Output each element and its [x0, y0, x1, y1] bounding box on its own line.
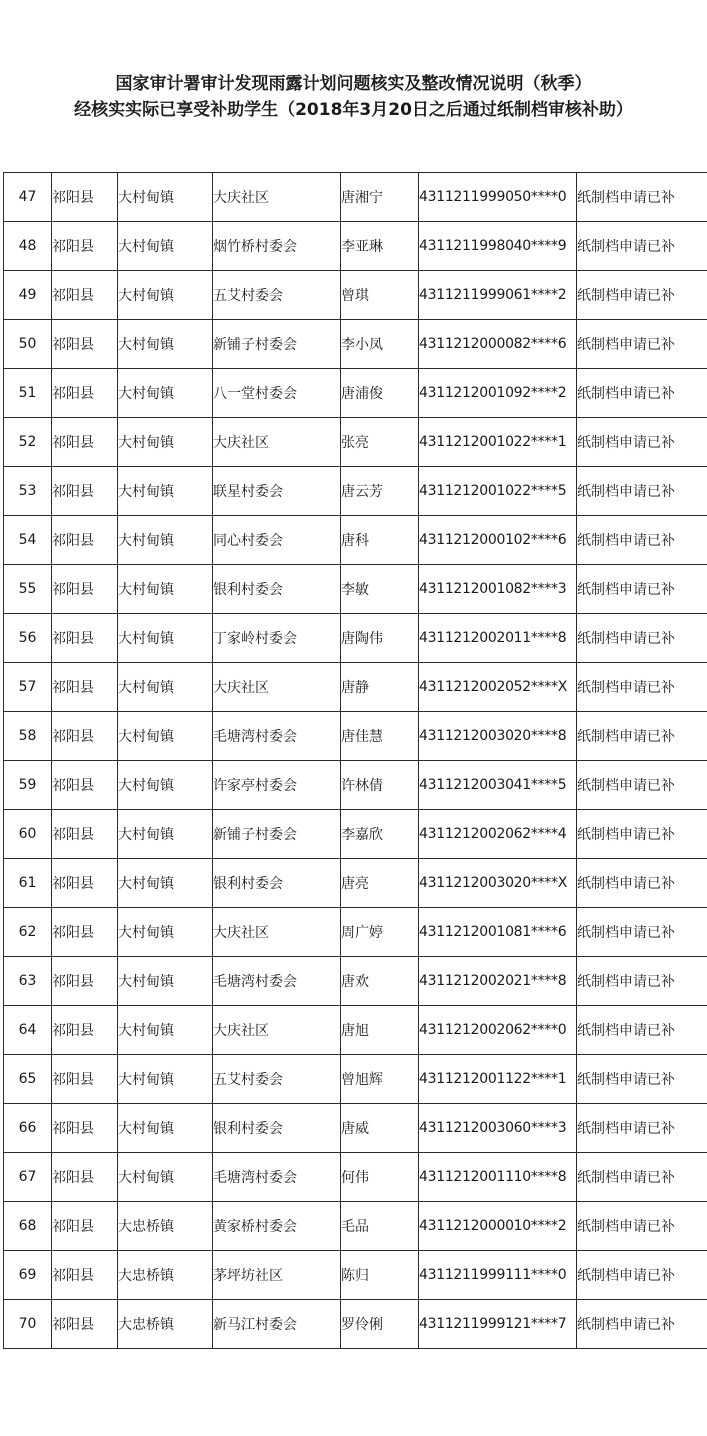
town-cell: 大村甸镇 — [118, 565, 213, 614]
status-cell: 纸制档申请已补 — [577, 516, 707, 565]
village-cell: 五艾村委会 — [213, 271, 341, 320]
county-cell: 祁阳县 — [52, 467, 118, 516]
status-cell: 纸制档申请已补 — [577, 1300, 707, 1349]
county-cell: 祁阳县 — [52, 1055, 118, 1104]
student-name-cell: 曾琪 — [341, 271, 419, 320]
town-cell: 大村甸镇 — [118, 712, 213, 761]
id-number-cell: 4311212002062****4 — [419, 810, 577, 859]
row-number-cell: 51 — [4, 369, 52, 418]
table-row — [4, 222, 707, 271]
id-number-cell: 4311212002021****8 — [419, 957, 577, 1006]
town-cell: 大村甸镇 — [118, 614, 213, 663]
row-number-cell: 60 — [4, 810, 52, 859]
student-name-cell: 罗伶俐 — [341, 1300, 419, 1349]
county-cell: 祁阳县 — [52, 1153, 118, 1202]
student-name-cell: 周广婷 — [341, 908, 419, 957]
village-cell: 烟竹桥村委会 — [213, 222, 341, 271]
student-name-cell: 唐亮 — [341, 859, 419, 908]
county-cell: 祁阳县 — [52, 1202, 118, 1251]
table-row — [4, 712, 707, 761]
row-number-cell: 47 — [4, 173, 52, 222]
county-cell: 祁阳县 — [52, 565, 118, 614]
town-cell: 大村甸镇 — [118, 957, 213, 1006]
id-number-cell: 4311212003020****8 — [419, 712, 577, 761]
county-cell: 祁阳县 — [52, 1251, 118, 1300]
row-number-cell: 70 — [4, 1300, 52, 1349]
row-number-cell: 68 — [4, 1202, 52, 1251]
village-cell: 毛塘湾村委会 — [213, 1153, 341, 1202]
id-number-cell: 4311211999050****0 — [419, 173, 577, 222]
row-number-cell: 65 — [4, 1055, 52, 1104]
town-cell: 大村甸镇 — [118, 761, 213, 810]
village-cell: 大庆社区 — [213, 1006, 341, 1055]
records-table — [3, 172, 707, 1349]
table-row — [4, 810, 707, 859]
table-row — [4, 516, 707, 565]
table-row — [4, 1300, 707, 1349]
student-name-cell: 许林倩 — [341, 761, 419, 810]
table-row — [4, 1104, 707, 1153]
id-number-cell: 4311212001081****6 — [419, 908, 577, 957]
county-cell: 祁阳县 — [52, 614, 118, 663]
row-number-cell: 64 — [4, 1006, 52, 1055]
status-cell: 纸制档申请已补 — [577, 663, 707, 712]
student-name-cell: 唐旭 — [341, 1006, 419, 1055]
id-number-cell: 4311212000082****6 — [419, 320, 577, 369]
student-name-cell: 陈归 — [341, 1251, 419, 1300]
student-name-cell: 唐欢 — [341, 957, 419, 1006]
table-row — [4, 957, 707, 1006]
id-number-cell: 4311212003020****X — [419, 859, 577, 908]
village-cell: 大庆社区 — [213, 908, 341, 957]
village-cell: 银利村委会 — [213, 1104, 341, 1153]
table-row — [4, 271, 707, 320]
village-cell: 毛塘湾村委会 — [213, 712, 341, 761]
village-cell: 同心村委会 — [213, 516, 341, 565]
id-number-cell: 4311211999061****2 — [419, 271, 577, 320]
town-cell: 大村甸镇 — [118, 908, 213, 957]
row-number-cell: 50 — [4, 320, 52, 369]
town-cell: 大村甸镇 — [118, 222, 213, 271]
document-subtitle: 经核实实际已享受补助学生（2018年3月20日之后通过纸制档审核补助） — [74, 100, 633, 120]
county-cell: 祁阳县 — [52, 712, 118, 761]
status-cell: 纸制档申请已补 — [577, 467, 707, 516]
town-cell: 大忠桥镇 — [118, 1300, 213, 1349]
county-cell: 祁阳县 — [52, 418, 118, 467]
id-number-cell: 4311212002011****8 — [419, 614, 577, 663]
row-number-cell: 58 — [4, 712, 52, 761]
table-row — [4, 1202, 707, 1251]
row-number-cell: 61 — [4, 859, 52, 908]
row-number-cell: 52 — [4, 418, 52, 467]
status-cell: 纸制档申请已补 — [577, 1055, 707, 1104]
id-number-cell: 4311212001082****3 — [419, 565, 577, 614]
village-cell: 许家亭村委会 — [213, 761, 341, 810]
student-name-cell: 唐威 — [341, 1104, 419, 1153]
county-cell: 祁阳县 — [52, 761, 118, 810]
county-cell: 祁阳县 — [52, 369, 118, 418]
county-cell: 祁阳县 — [52, 1006, 118, 1055]
village-cell: 联星村委会 — [213, 467, 341, 516]
student-name-cell: 唐佳慧 — [341, 712, 419, 761]
status-cell: 纸制档申请已补 — [577, 614, 707, 663]
status-cell: 纸制档申请已补 — [577, 957, 707, 1006]
village-cell: 八一堂村委会 — [213, 369, 341, 418]
status-cell: 纸制档申请已补 — [577, 418, 707, 467]
status-cell: 纸制档申请已补 — [577, 271, 707, 320]
village-cell: 新马江村委会 — [213, 1300, 341, 1349]
village-cell: 五艾村委会 — [213, 1055, 341, 1104]
county-cell: 祁阳县 — [52, 320, 118, 369]
town-cell: 大村甸镇 — [118, 418, 213, 467]
town-cell: 大村甸镇 — [118, 859, 213, 908]
student-name-cell: 曾旭辉 — [341, 1055, 419, 1104]
student-name-cell: 唐浦俊 — [341, 369, 419, 418]
student-name-cell: 张亮 — [341, 418, 419, 467]
status-cell: 纸制档申请已补 — [577, 908, 707, 957]
row-number-cell: 54 — [4, 516, 52, 565]
table-row — [4, 467, 707, 516]
row-number-cell: 59 — [4, 761, 52, 810]
id-number-cell: 4311212003060****3 — [419, 1104, 577, 1153]
table-row — [4, 418, 707, 467]
student-name-cell: 唐科 — [341, 516, 419, 565]
village-cell: 大庆社区 — [213, 418, 341, 467]
status-cell: 纸制档申请已补 — [577, 1153, 707, 1202]
county-cell: 祁阳县 — [52, 1300, 118, 1349]
student-name-cell: 唐湘宁 — [341, 173, 419, 222]
row-number-cell: 48 — [4, 222, 52, 271]
table-row — [4, 908, 707, 957]
table-row — [4, 565, 707, 614]
id-number-cell: 4311212001022****5 — [419, 467, 577, 516]
table-row — [4, 1251, 707, 1300]
status-cell: 纸制档申请已补 — [577, 1251, 707, 1300]
county-cell: 祁阳县 — [52, 222, 118, 271]
county-cell: 祁阳县 — [52, 957, 118, 1006]
town-cell: 大忠桥镇 — [118, 1202, 213, 1251]
row-number-cell: 53 — [4, 467, 52, 516]
row-number-cell: 57 — [4, 663, 52, 712]
id-number-cell: 4311212001110****8 — [419, 1153, 577, 1202]
student-name-cell: 李敏 — [341, 565, 419, 614]
village-cell: 大庆社区 — [213, 173, 341, 222]
id-number-cell: 4311212001022****1 — [419, 418, 577, 467]
student-name-cell: 李嘉欣 — [341, 810, 419, 859]
table-row — [4, 761, 707, 810]
records-table-body — [4, 173, 707, 1349]
student-name-cell: 唐静 — [341, 663, 419, 712]
town-cell: 大村甸镇 — [118, 1055, 213, 1104]
table-row — [4, 320, 707, 369]
county-cell: 祁阳县 — [52, 1104, 118, 1153]
village-cell: 银利村委会 — [213, 859, 341, 908]
village-cell: 毛塘湾村委会 — [213, 957, 341, 1006]
table-row — [4, 663, 707, 712]
student-name-cell: 毛品 — [341, 1202, 419, 1251]
table-row — [4, 1006, 707, 1055]
row-number-cell: 63 — [4, 957, 52, 1006]
status-cell: 纸制档申请已补 — [577, 859, 707, 908]
row-number-cell: 66 — [4, 1104, 52, 1153]
row-number-cell: 56 — [4, 614, 52, 663]
town-cell: 大村甸镇 — [118, 173, 213, 222]
status-cell: 纸制档申请已补 — [577, 810, 707, 859]
id-number-cell: 4311212002062****0 — [419, 1006, 577, 1055]
county-cell: 祁阳县 — [52, 810, 118, 859]
id-number-cell: 4311211998040****9 — [419, 222, 577, 271]
status-cell: 纸制档申请已补 — [577, 712, 707, 761]
county-cell: 祁阳县 — [52, 908, 118, 957]
id-number-cell: 4311212002052****X — [419, 663, 577, 712]
village-cell: 茅坪坊社区 — [213, 1251, 341, 1300]
county-cell: 祁阳县 — [52, 859, 118, 908]
status-cell: 纸制档申请已补 — [577, 1006, 707, 1055]
table-row — [4, 614, 707, 663]
id-number-cell: 4311211999121****7 — [419, 1300, 577, 1349]
town-cell: 大村甸镇 — [118, 1104, 213, 1153]
town-cell: 大村甸镇 — [118, 1006, 213, 1055]
county-cell: 祁阳县 — [52, 271, 118, 320]
county-cell: 祁阳县 — [52, 173, 118, 222]
status-cell: 纸制档申请已补 — [577, 761, 707, 810]
status-cell: 纸制档申请已补 — [577, 222, 707, 271]
student-name-cell: 何伟 — [341, 1153, 419, 1202]
table-row — [4, 173, 707, 222]
table-row — [4, 859, 707, 908]
town-cell: 大村甸镇 — [118, 663, 213, 712]
town-cell: 大村甸镇 — [118, 467, 213, 516]
town-cell: 大村甸镇 — [118, 320, 213, 369]
town-cell: 大村甸镇 — [118, 810, 213, 859]
id-number-cell: 4311212000102****6 — [419, 516, 577, 565]
village-cell: 丁家岭村委会 — [213, 614, 341, 663]
county-cell: 祁阳县 — [52, 516, 118, 565]
town-cell: 大村甸镇 — [118, 369, 213, 418]
row-number-cell: 62 — [4, 908, 52, 957]
county-cell: 祁阳县 — [52, 663, 118, 712]
village-cell: 黄家桥村委会 — [213, 1202, 341, 1251]
status-cell: 纸制档申请已补 — [577, 173, 707, 222]
student-name-cell: 唐陶伟 — [341, 614, 419, 663]
id-number-cell: 4311212000010****2 — [419, 1202, 577, 1251]
row-number-cell: 67 — [4, 1153, 52, 1202]
town-cell: 大村甸镇 — [118, 516, 213, 565]
student-name-cell: 唐云芳 — [341, 467, 419, 516]
status-cell: 纸制档申请已补 — [577, 565, 707, 614]
id-number-cell: 4311211999111****0 — [419, 1251, 577, 1300]
village-cell: 新铺子村委会 — [213, 320, 341, 369]
id-number-cell: 4311212001092****2 — [419, 369, 577, 418]
row-number-cell: 55 — [4, 565, 52, 614]
table-row — [4, 369, 707, 418]
town-cell: 大忠桥镇 — [118, 1251, 213, 1300]
id-number-cell: 4311212001122****1 — [419, 1055, 577, 1104]
status-cell: 纸制档申请已补 — [577, 369, 707, 418]
id-number-cell: 4311212003041****5 — [419, 761, 577, 810]
village-cell: 大庆社区 — [213, 663, 341, 712]
document-title: 国家审计署审计发现雨露计划问题核实及整改情况说明（秋季） — [115, 74, 592, 94]
student-name-cell: 李亚琳 — [341, 222, 419, 271]
town-cell: 大村甸镇 — [118, 1153, 213, 1202]
table-row — [4, 1153, 707, 1202]
table-row — [4, 1055, 707, 1104]
row-number-cell: 69 — [4, 1251, 52, 1300]
row-number-cell: 49 — [4, 271, 52, 320]
village-cell: 银利村委会 — [213, 565, 341, 614]
student-name-cell: 李小凤 — [341, 320, 419, 369]
village-cell: 新铺子村委会 — [213, 810, 341, 859]
town-cell: 大村甸镇 — [118, 271, 213, 320]
status-cell: 纸制档申请已补 — [577, 1104, 707, 1153]
status-cell: 纸制档申请已补 — [577, 320, 707, 369]
status-cell: 纸制档申请已补 — [577, 1202, 707, 1251]
records-table-container — [3, 172, 707, 1350]
